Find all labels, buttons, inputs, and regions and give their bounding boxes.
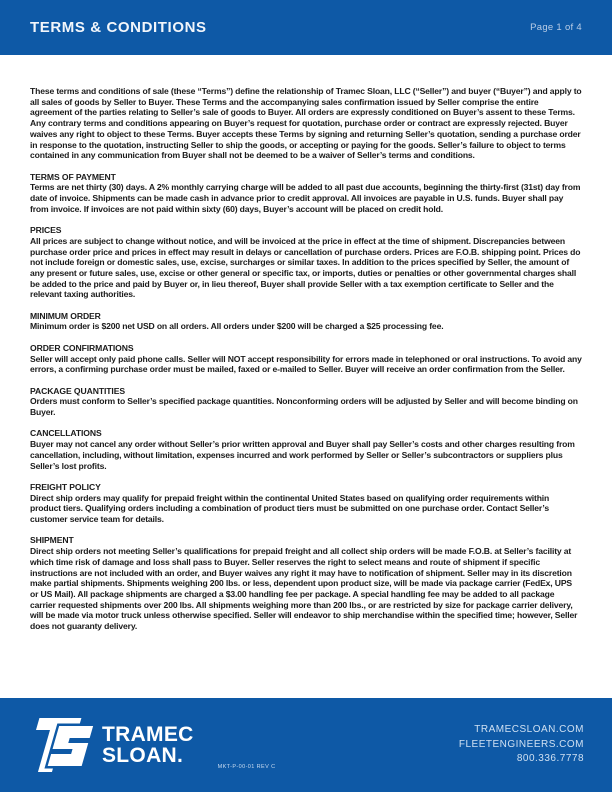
section-heading: TERMS OF PAYMENT xyxy=(30,171,116,182)
section-heading: FREIGHT POLICY xyxy=(30,481,101,492)
section-body: Direct ship orders not meeting Seller’s qualifications for prepaid freight and all collect ship orders will be made F.O.B. at Seller’s facility at which time risk of damage and loss shall pass to Buyer. Seller reserves the right to select means and route of shipment if specific instructions are not included with an order, and Buyer waives any right it may have to notification of shipment. Seller may in its discretion make partial shipments. Shipments weighing 200 lbs. or less, dependent upon product size, will be made via package carrier (FedEx, UPS or US Mail). All package shipments are charged a $3.00 handling fee per package. A special handling fee may be added to all package carrier requested shipments over 200 lbs. All shipments weighing more than 200 lbs., or are restricted by size for package carrier delivery, will be made via motor truck unless otherwise specified. Seller will endeavor to ship merchandise within the specified time; however, Seller does not guaranty delivery. xyxy=(30,546,578,632)
page-footer xyxy=(0,698,612,792)
section-heading: PRICES xyxy=(30,225,62,236)
section xyxy=(30,386,582,418)
section xyxy=(30,535,582,631)
contact-block xyxy=(459,723,584,767)
section-body: Terms are net thirty (30) days. A 2% monthly carrying charge will be added to all past due accounts, beginning the thirty-first (31st) day from date of invoice. Shipments can be made cash in advance prior to credit approval. All invoices are payable in U.S. funds. Buyer shall pay from invoice. If invoices are not paid within sixty (60) days, Buyer’s account will be placed on credit hold. xyxy=(30,182,581,214)
section xyxy=(30,482,582,525)
document-code: MKT-P-00-01 REV C xyxy=(217,764,276,770)
brand-line2: SLOAN. xyxy=(102,744,184,767)
terms-document xyxy=(30,86,582,642)
section xyxy=(30,428,582,471)
section-heading: MINIMUM ORDER xyxy=(30,310,101,321)
section-body: Seller will accept only paid phone calls. Seller will NOT accept responsibility for errors made in telephoned or oral instructions. To avoid any errors, a confirming purchase order must be mailed, faxed or e-mailed to Seller. Buyer will receive an order confirmation from the Seller. xyxy=(30,353,582,375)
section-body: All prices are subject to change without notice, and will be invoiced at the price in effect at the time of shipment. Discrepancies between purchase order price and prices in effect may result in delays or cancellation of purchase orders. Prices are F.O.B. shipping point. Prices do not include foreign or domestic sales, use, excise, surcharges or similar taxes. In addition to the prices specified by Seller, the amount of any present or future sales, use, excise or other general or specific tax, or imports, duties or penalties or other governmental charges shall be added to the price and paid by Buyer or, in lieu thereof, Buyer shall provide Seller with a tax exemption certificate to Seller and the relevant taxing authorities. xyxy=(30,235,581,300)
section xyxy=(30,311,582,332)
page-title: TERMS & CONDITIONS xyxy=(30,19,207,36)
website-tramecsloan: TRAMECSLOAN.COM xyxy=(474,724,584,736)
brand-line1: TRAMEC xyxy=(102,723,194,746)
page-header xyxy=(0,0,612,55)
brand-wordmark xyxy=(102,724,194,766)
section-heading: SHIPMENT xyxy=(30,535,74,546)
section-heading: PACKAGE QUANTITIES xyxy=(30,385,125,396)
section xyxy=(30,343,582,375)
website-fleetengineers: FLEETENGINEERS.COM xyxy=(458,738,584,750)
section xyxy=(30,172,582,215)
section-body: Minimum order is $200 net USD on all orders. All orders under $200 will be charged a $25 processing fee. xyxy=(30,321,444,332)
page-number: Page 1 of 4 xyxy=(530,22,582,33)
section-body: Orders must conform to Seller’s specified package quantities. Nonconforming orders will be adjusted by Seller and will become binding on Buyer. xyxy=(30,396,578,418)
brand-logo xyxy=(28,716,194,774)
tramec-sloan-ts-monogram-icon xyxy=(28,716,94,774)
sections xyxy=(30,172,582,632)
section xyxy=(30,225,582,300)
intro-paragraph: These terms and conditions of sale (these “Terms”) define the relationship of Tramec Sloan, LLC (“Seller”) and buyer (“Buyer”) and apply to all sales of goods by Seller to Buyer. These Terms and the accompanying sales confirmation issued by Seller comprise the entire agreement of the parties relating to Seller’s sale of goods to Buyer. All orders are expressly conditioned on Buyer’s assent to these Terms. Any contrary terms and conditions appearing on Buyer’s request for quotation, purchase order or contract are expressly rejected. Buyer waives any right to object to these Terms. Buyer accepts these Terms by signing and returning Seller’s quotation, sending a purchase order in response to the quotation, instructing Seller to ship the goods, or accepting or paying for the goods. Seller’s failure to object to terms contained in any communication from Buyer shall not be deemed to be a waiver of Seller’s terms and conditions. xyxy=(30,86,582,161)
section-heading: ORDER CONFIRMATIONS xyxy=(30,342,134,353)
phone-number: 800.336.7778 xyxy=(516,753,584,765)
section-body: Buyer may not cancel any order without Seller’s prior written approval and Buyer shall pay Seller’s costs and other charges resulting from cancellation, including, without limitation, expenses incurred and work performed by Seller or Seller’s subcontractors or suppliers plus Seller’s lost profits. xyxy=(30,439,575,471)
section-body: Direct ship orders may qualify for prepaid freight within the continental United States based on qualifying order requirements within product tiers. Qualifying orders including a combination of product tiers must be submitted on one purchase order. Contact Seller’s customer service team for details. xyxy=(30,492,550,525)
section-heading: CANCELLATIONS xyxy=(30,428,102,439)
